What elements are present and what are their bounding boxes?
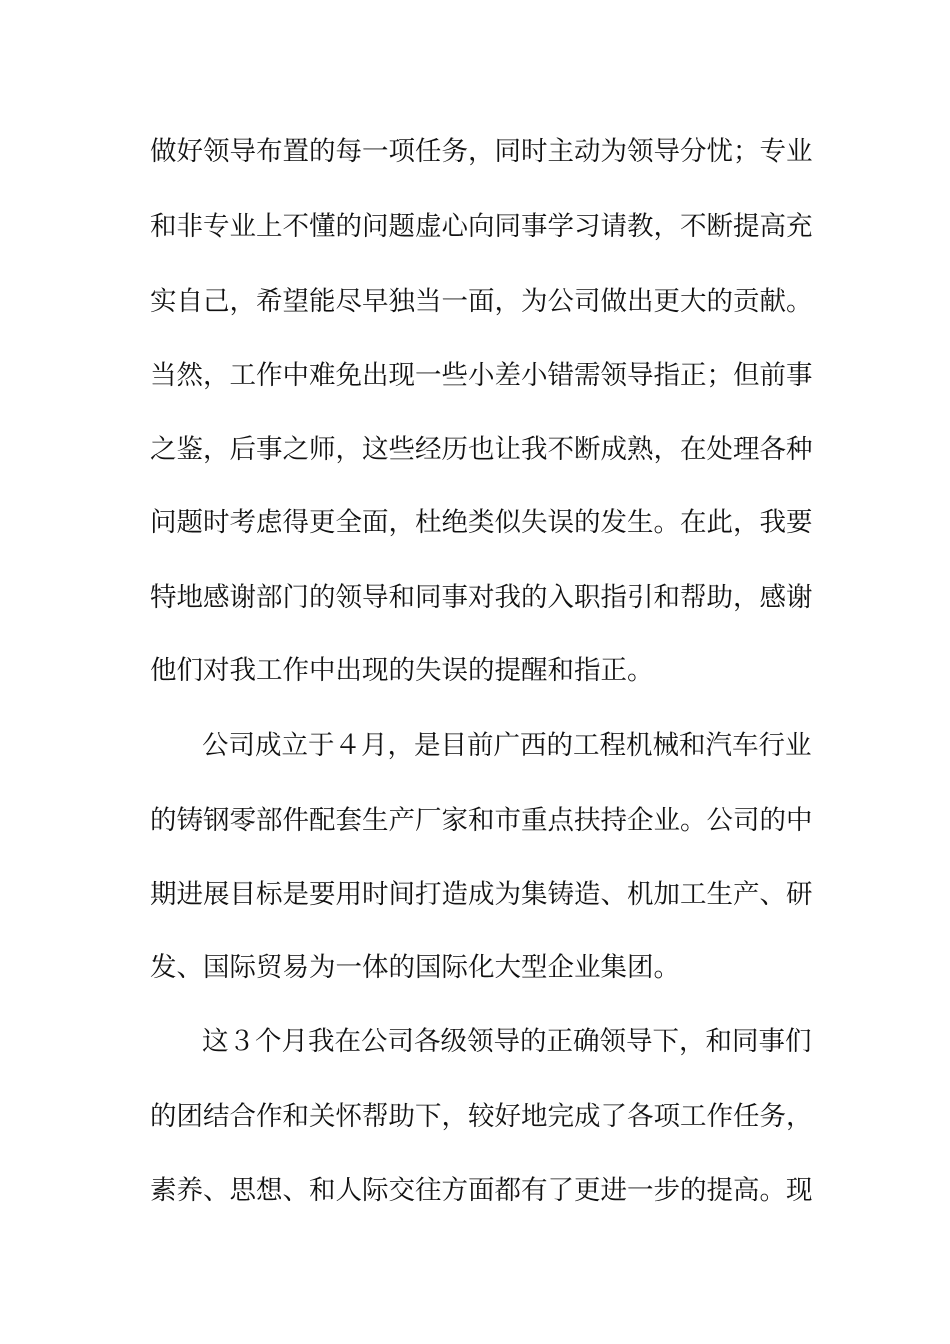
paragraph-3-line-2: 的团结合作和关怀帮助下，较好地完成了各项工作任务， xyxy=(150,1101,813,1132)
paragraph-2-line-2: 的铸钢零部件配套生产厂家和市重点扶持企业。公司的中 xyxy=(150,805,813,836)
paragraph-2-line-3: 期进展目标是要用时间打造成为集铸造、机加工生产、研 xyxy=(150,879,813,910)
paragraph-2-line-4: 发、国际贸易为一体的国际化大型企业集团。 xyxy=(150,952,680,983)
paragraph-2-line-1: 公司成立于４月，是目前广西的工程机械和汽车行业 xyxy=(202,730,812,761)
paragraph-1-line-6: 问题时考虑得更全面，杜绝类似失误的发生。在此，我要 xyxy=(150,507,813,538)
paragraph-3-line-1: 这３个月我在公司各级领导的正确领导下，和同事们 xyxy=(202,1026,812,1057)
paragraph-1-line-1: 做好领导布置的每一项任务，同时主动为领导分忧；专业 xyxy=(150,136,813,167)
paragraph-1-line-4: 当然，工作中难免出现一些小差小错需领导指正；但前事 xyxy=(150,360,813,391)
paragraph-1-line-3: 实自己，希望能尽早独当一面，为公司做出更大的贡献。 xyxy=(150,286,813,317)
paragraph-1-line-8: 他们对我工作中出现的失误的提醒和指正。 xyxy=(150,655,654,686)
paragraph-1-line-5: 之鉴，后事之师，这些经历也让我不断成熟，在处理各种 xyxy=(150,434,813,465)
paragraph-3-line-3: 素养、思想、和人际交往方面都有了更进一步的提高。现 xyxy=(150,1175,813,1206)
paragraph-1-line-7: 特地感谢部门的领导和同事对我的入职指引和帮助，感谢 xyxy=(150,582,813,613)
paragraph-1-line-2: 和非专业上不懂的问题虚心向同事学习请教，不断提高充 xyxy=(150,211,813,242)
